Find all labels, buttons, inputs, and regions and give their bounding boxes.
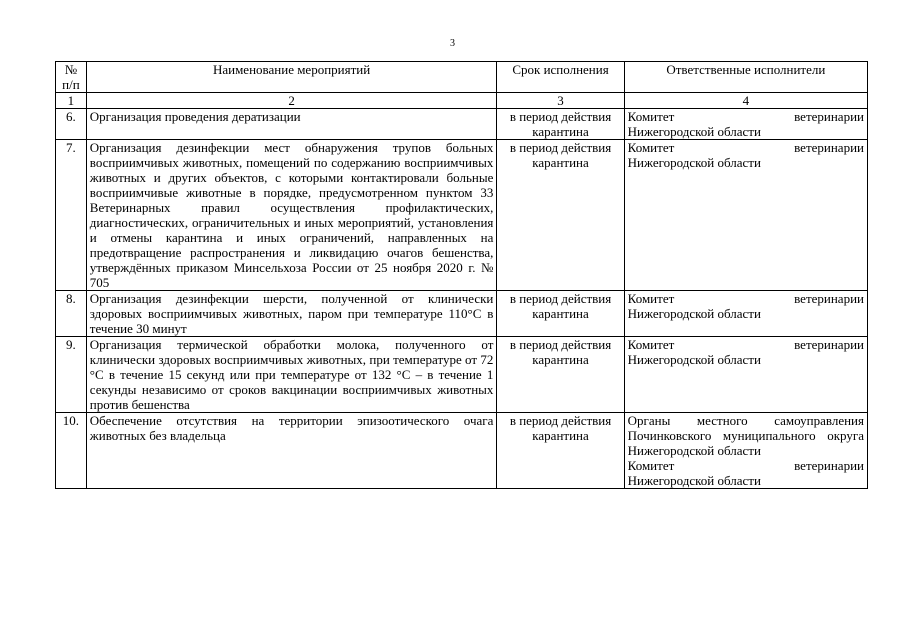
- resp-word-1: Комитет: [627, 140, 675, 155]
- row-number: 9.: [56, 337, 87, 413]
- row-number: 10.: [56, 413, 87, 489]
- resp-word-2: ветеринарии: [794, 458, 864, 473]
- measure-responsible: [624, 140, 867, 291]
- header-num: № п/п: [56, 62, 87, 93]
- resp-line-2: Нижегородской области: [627, 155, 761, 170]
- column-index-cell: 2: [86, 93, 497, 109]
- table-row: [56, 337, 868, 413]
- measure-name: Организация термической обработки молока, полученного от клинически здоровых восприимчивых животных, при температуре от 72 °С в течение 15 секунд или при температуре от 132 °С – в течение 1 секунды независимо от сроков вакцинации восприимчивых животных против бешенства: [86, 337, 497, 413]
- measure-term: в период действия карантина: [497, 337, 624, 413]
- measure-name: Обеспечение отсутствия на территории эпизоотического очага животных без владельца: [86, 413, 497, 489]
- measure-term: в период действия карантина: [497, 109, 624, 140]
- column-index-cell: 1: [56, 93, 87, 109]
- measure-name: Организация дезинфекции шерсти, полученной от клинически здоровых восприимчивых животных, паром при температуре 110°С в течение 30 минут: [86, 291, 497, 337]
- measures-table: [55, 61, 868, 489]
- resp-line-2: Нижегородской области: [627, 473, 761, 488]
- resp-word-2: ветеринарии: [794, 109, 864, 124]
- resp-word-2: ветеринарии: [794, 337, 864, 352]
- resp-word-1: Комитет: [627, 291, 675, 306]
- resp-organization: Органы местного самоуправления Починковского муниципального округа Нижегородской области: [627, 413, 864, 458]
- header-term: Срок исполнения: [497, 62, 624, 93]
- resp-word-1: Комитет: [627, 458, 675, 473]
- header-name: Наименование мероприятий: [86, 62, 497, 93]
- measure-responsible: [624, 291, 867, 337]
- measure-responsible: [624, 337, 867, 413]
- row-number: 8.: [56, 291, 87, 337]
- measure-term: в период действия карантина: [497, 291, 624, 337]
- table-row: [56, 413, 868, 489]
- table-row: [56, 291, 868, 337]
- table-header-row: [56, 62, 868, 93]
- column-index-row: [56, 93, 868, 109]
- measure-term: в период действия карантина: [497, 413, 624, 489]
- row-number: 6.: [56, 109, 87, 140]
- table-row: [56, 109, 868, 140]
- table-row: [56, 140, 868, 291]
- resp-line-2: Нижегородской области: [627, 124, 761, 139]
- measure-responsible: [624, 413, 867, 489]
- resp-word-1: Комитет: [627, 337, 675, 352]
- measure-responsible: [624, 109, 867, 140]
- resp-word-1: Комитет: [627, 109, 675, 124]
- page-number: 3: [450, 38, 455, 49]
- resp-word-2: ветеринарии: [794, 291, 864, 306]
- row-number: 7.: [56, 140, 87, 291]
- measure-term: в период действия карантина: [497, 140, 624, 291]
- column-index-cell: 3: [497, 93, 624, 109]
- measure-name: Организация дезинфекции мест обнаружения трупов больных восприимчивых животных, помещений по содержанию восприимчивых животных и других объектов, с которыми контактировали больные восприимчивые животные в порядке, предусмотренном пунктом 33 Ветеринарных правил осуществления профилактических, диагностических, ограничительных и иных мероприятий, установления и отмены карантина и иных ограничений, направленных на предотвращение распространения и ликвидацию очагов бешенства, утверждённых приказом Минсельхоза России от 25 ноября 2020 г. № 705: [86, 140, 497, 291]
- column-index-cell: 4: [624, 93, 867, 109]
- header-resp: Ответственные исполнители: [624, 62, 867, 93]
- resp-word-2: ветеринарии: [794, 140, 864, 155]
- resp-line-2: Нижегородской области: [627, 352, 761, 367]
- measure-name: Организация проведения дератизации: [86, 109, 497, 140]
- resp-line-2: Нижегородской области: [627, 306, 761, 321]
